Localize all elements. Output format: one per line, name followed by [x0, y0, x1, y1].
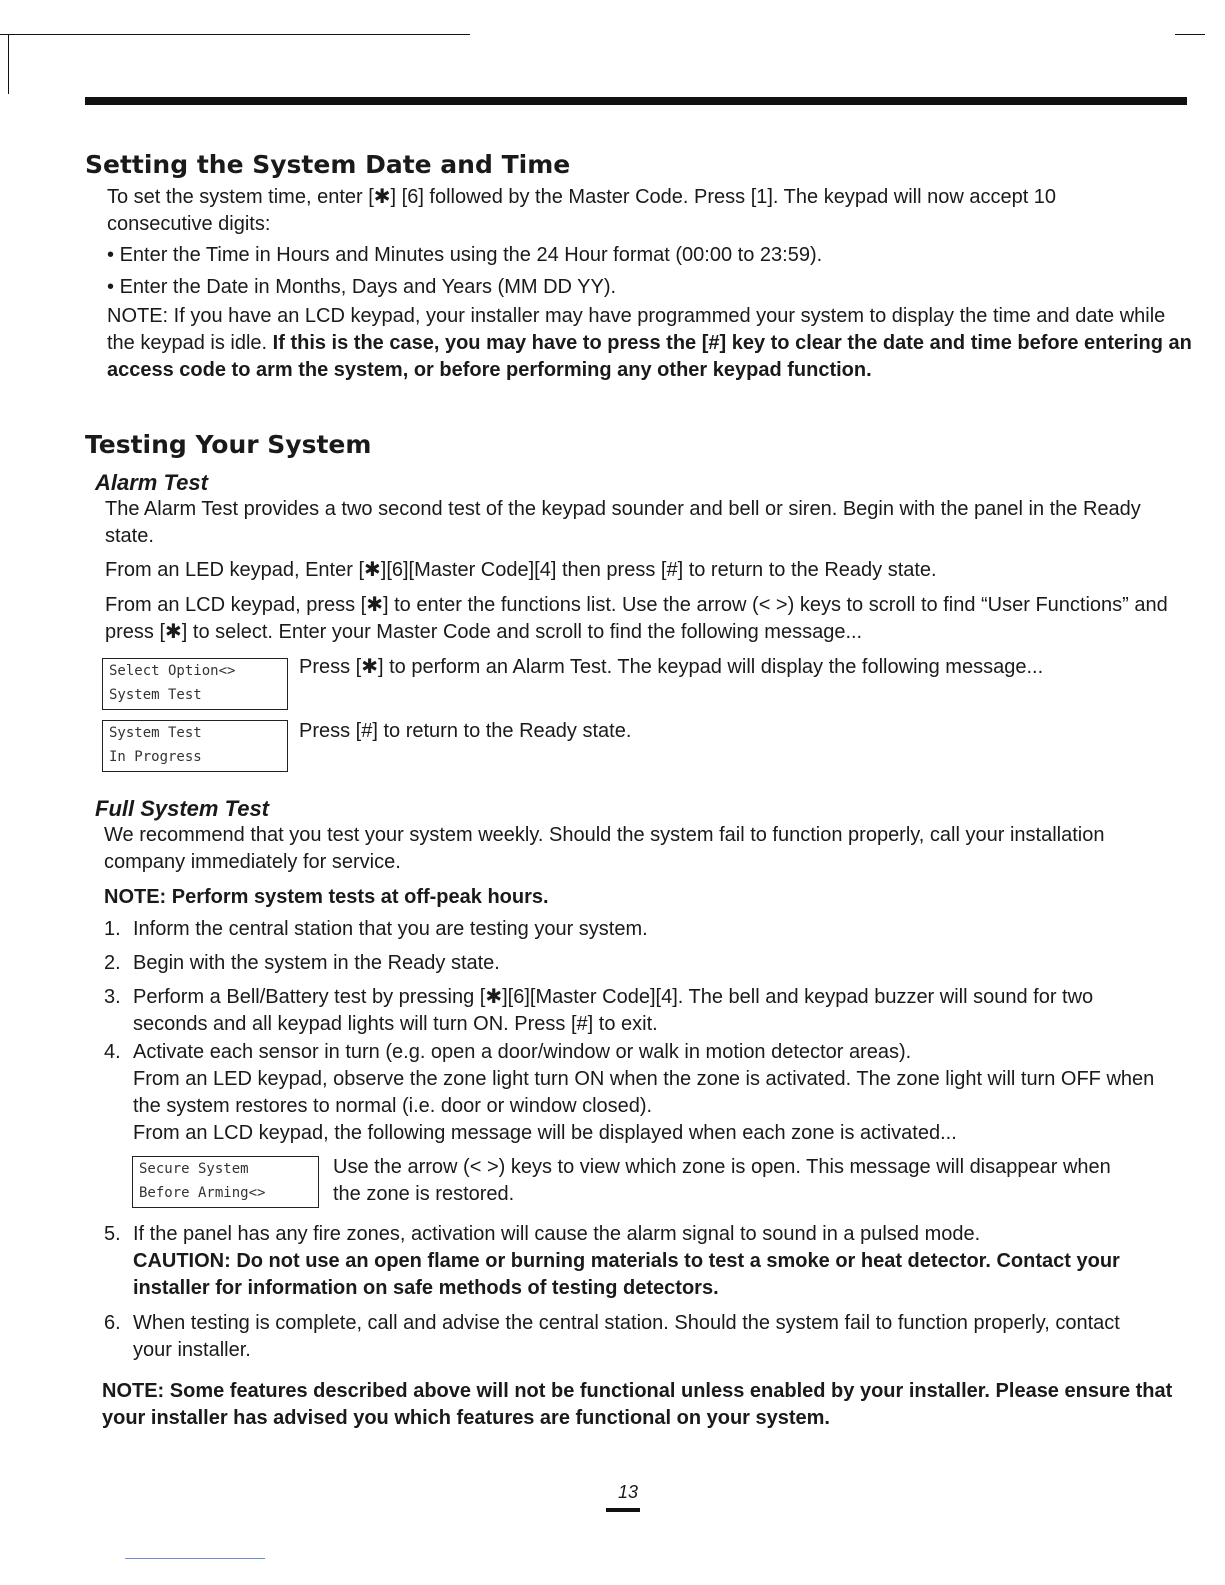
note-bold-text: If this is the case, you may have to press the [#] key to clear the date and time before entering an access code to arm the system, or before performing any other keypad function. — [107, 332, 1192, 381]
step-number: 6. — [104, 1312, 121, 1334]
step-text: If the panel has any fire zones, activation will cause the alarm signal to sound in a pulsed mode. — [133, 1223, 981, 1245]
lcd1-caption: Press [✱] to perform an Alarm Test. The keypad will display the following message... — [299, 656, 1044, 678]
bullet-text: Enter the Time in Hours and Minutes using the 24 Hour format (00:00 to 23:59). — [119, 244, 823, 266]
lcd-line: Secure System — [139, 1161, 249, 1177]
alarm-test-p2: From an LED keypad, Enter [✱][6][Master Code][4] then press [#] to return to the Ready state. — [105, 559, 937, 581]
bullet-item: • Enter the Date in Months, Days and Years (MM DD YY). — [107, 276, 617, 298]
lcd2-caption: Press [#] to return to the Ready state. — [299, 720, 632, 742]
page-number: 13 — [618, 1482, 639, 1502]
lcd-display — [132, 1156, 319, 1208]
step-number: 4. — [104, 1041, 121, 1063]
final-note: NOTE: Some features described above will not be functional unless enabled by your installer. Please ensure that your installer has advised you which features are functional on your system. — [102, 1380, 1173, 1429]
lcd-display — [102, 720, 288, 772]
alarm-test-title: Alarm Test — [95, 470, 208, 495]
lcd3-caption: Use the arrow (< >) keys to view which zone is open. This message will disappear when the zone is restored. — [333, 1156, 1111, 1205]
step-text: Inform the central station that you are testing your system. — [133, 918, 648, 940]
bullet-item: • Enter the Time in Hours and Minutes using the 24 Hour format (00:00 to 23:59). — [107, 244, 823, 266]
lcd-line: Select Option<> — [109, 663, 236, 679]
bottom-rule — [125, 1558, 265, 1559]
step-text: Activate each sensor in turn (e.g. open a door/window or walk in motion detector areas). — [133, 1041, 912, 1063]
alarm-test-p1: The Alarm Test provides a two second test of the keypad sounder and bell or siren. Begin with the panel in the Ready state. — [105, 498, 1141, 547]
date-time-note — [107, 303, 1192, 384]
left-rule — [8, 34, 9, 94]
step-text: Begin with the system in the Ready state. — [133, 952, 500, 974]
step-text: When testing is complete, call and advise the central station. Should the system fail to function properly, contact your installer. — [133, 1312, 1120, 1361]
top-rule-thin — [0, 34, 470, 35]
step-text: From an LED keypad, observe the zone light turn ON when the zone is activated. The zone light will turn OFF when the system restores to normal (i.e. door or window closed). — [133, 1068, 1155, 1117]
full-test-title: Full System Test — [95, 796, 270, 821]
alarm-test-p3: From an LCD keypad, press [✱] to enter the functions list. Use the arrow (< >) keys to scroll to find “User Functions” and press [✱] to select. Enter your Master Code and scroll to find the following message... — [105, 594, 1168, 643]
lcd-display — [102, 658, 288, 710]
lcd-line: In Progress — [109, 749, 202, 765]
step-text: Perform a Bell/Battery test by pressing [✱][6][Master Code][4]. The bell and keypad buzzer will sound for two seconds and all keypad lights will turn ON. Press [#] to exit. — [133, 986, 1094, 1035]
bullet-text: Enter the Date in Months, Days and Years (MM DD YY). — [119, 276, 617, 298]
step-text: From an LCD keypad, the following message will be displayed when each zone is activated... — [133, 1122, 957, 1144]
date-time-intro: To set the system time, enter [✱] [6] followed by the Master Code. Press [1]. The keypad will now accept 10 consecutive digits: — [107, 186, 1057, 235]
top-rule-right — [1175, 34, 1205, 35]
step-number: 1. — [104, 918, 121, 940]
section-title-date-time: Setting the System Date and Time — [85, 150, 571, 179]
caution-text: CAUTION: Do not use an open flame or burning materials to test a smoke or heat detector. Contact your installer for information on safe methods of testing detectors. — [133, 1250, 1120, 1299]
header-bar — [85, 97, 1187, 105]
step-number: 3. — [104, 986, 121, 1008]
section-title-testing: Testing Your System — [85, 430, 372, 459]
page-number-underline — [606, 1508, 640, 1512]
step-number: 5. — [104, 1223, 121, 1245]
full-test-p1: We recommend that you test your system weekly. Should the system fail to function properly, call your installation company immediately for service. — [104, 824, 1105, 873]
note-text: NOTE: If you have an LCD keypad, your installer may have programmed your system to display the time and date while the keypad is idle. — [107, 305, 1166, 354]
full-test-note: NOTE: Perform system tests at off-peak hours. — [104, 886, 549, 908]
lcd-line: System Test — [109, 687, 202, 703]
step-number: 2. — [104, 952, 121, 974]
lcd-line: System Test — [109, 725, 202, 741]
lcd-line: Before Arming<> — [139, 1185, 266, 1201]
